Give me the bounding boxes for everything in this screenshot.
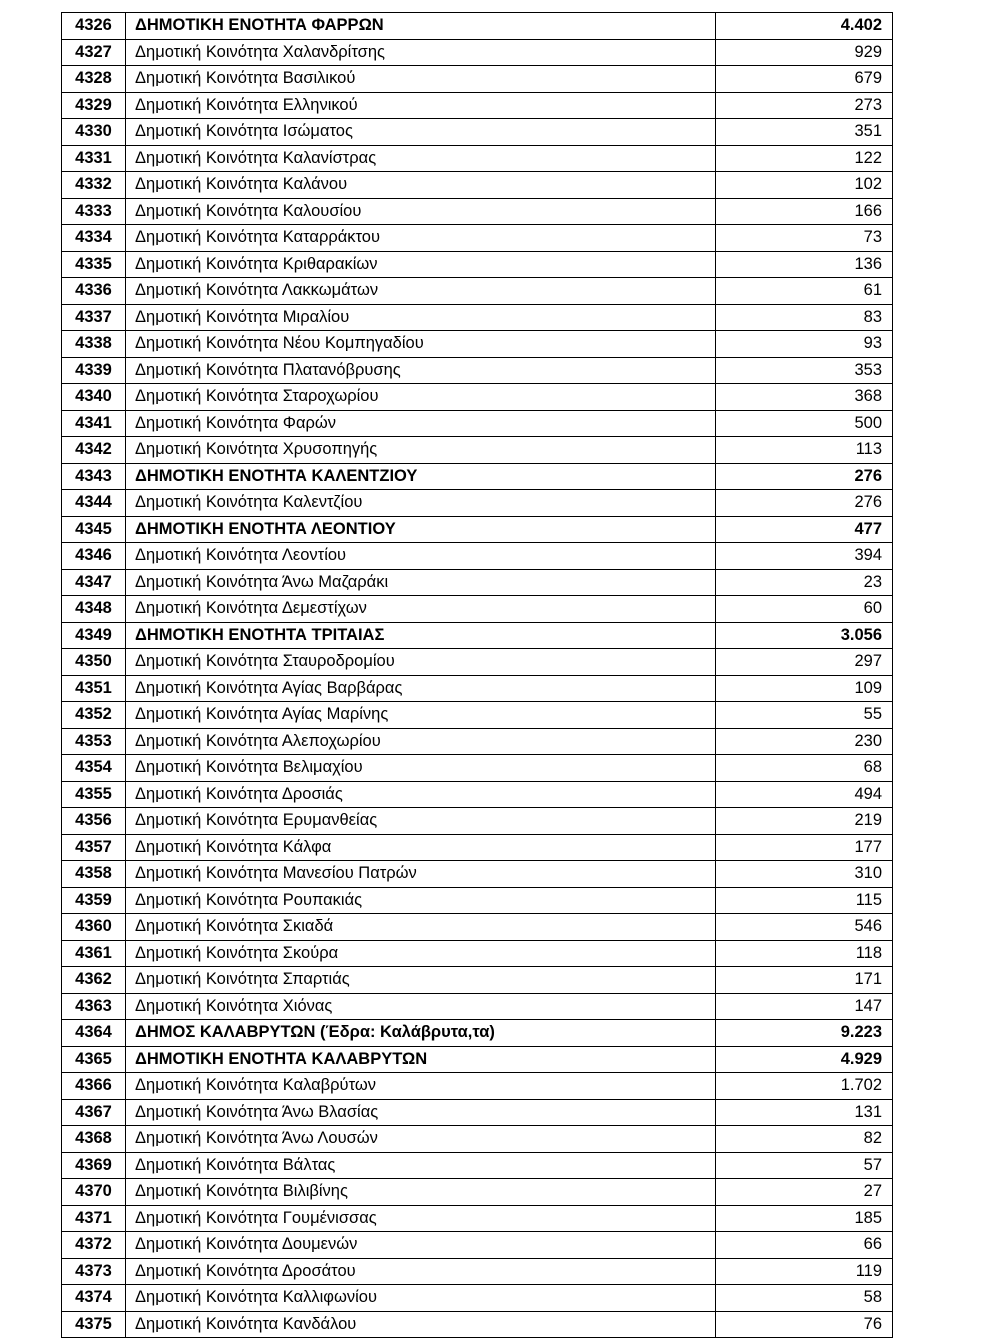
row-name: Δημοτική Κοινότητα Νέου Κομπηγαδίου xyxy=(126,331,716,358)
row-name: Δημοτική Κοινότητα Καλλιφωνίου xyxy=(126,1285,716,1312)
row-id: 4326 xyxy=(62,13,126,40)
table-row xyxy=(62,543,893,570)
row-id: 4343 xyxy=(62,463,126,490)
row-id: 4345 xyxy=(62,516,126,543)
row-value: 136 xyxy=(716,251,893,278)
row-name: Δημοτική Κοινότητα Κάλφα xyxy=(126,834,716,861)
table-row xyxy=(62,1285,893,1312)
row-name: Δημοτική Κοινότητα Σταυροδρομίου xyxy=(126,649,716,676)
table-row xyxy=(62,437,893,464)
row-name: Δημοτική Κοινότητα Κανδάλου xyxy=(126,1311,716,1338)
row-value: 546 xyxy=(716,914,893,941)
row-value: 353 xyxy=(716,357,893,384)
row-name: Δημοτική Κοινότητα Χρυσοπηγής xyxy=(126,437,716,464)
row-value: 166 xyxy=(716,198,893,225)
table-row xyxy=(62,1099,893,1126)
row-name: Δημοτική Κοινότητα Καλεντζίου xyxy=(126,490,716,517)
row-id: 4362 xyxy=(62,967,126,994)
population-table xyxy=(61,12,893,1338)
row-id: 4355 xyxy=(62,781,126,808)
row-id: 4347 xyxy=(62,569,126,596)
row-value: 60 xyxy=(716,596,893,623)
table-row xyxy=(62,225,893,252)
row-value: 118 xyxy=(716,940,893,967)
row-id: 4330 xyxy=(62,119,126,146)
table-row-heading xyxy=(62,1046,893,1073)
table-row xyxy=(62,1152,893,1179)
row-value: 177 xyxy=(716,834,893,861)
row-name: Δημοτική Κοινότητα Μανεσίου Πατρών xyxy=(126,861,716,888)
row-name: ΔΗΜΟΤΙΚΗ ΕΝΟΤΗΤΑ ΦΑΡΡΩΝ xyxy=(126,13,716,40)
row-name: Δημοτική Κοινότητα Σπαρτιάς xyxy=(126,967,716,994)
table-row xyxy=(62,119,893,146)
table-row xyxy=(62,1258,893,1285)
row-id: 4368 xyxy=(62,1126,126,1153)
row-value: 929 xyxy=(716,39,893,66)
row-id: 4360 xyxy=(62,914,126,941)
table-row xyxy=(62,649,893,676)
row-id: 4353 xyxy=(62,728,126,755)
row-name: Δημοτική Κοινότητα Άνω Βλασίας xyxy=(126,1099,716,1126)
table-row xyxy=(62,914,893,941)
row-value: 368 xyxy=(716,384,893,411)
row-id: 4332 xyxy=(62,172,126,199)
row-name: Δημοτική Κοινότητα Αγίας Βαρβάρας xyxy=(126,675,716,702)
row-id: 4348 xyxy=(62,596,126,623)
table-row xyxy=(62,384,893,411)
table-row xyxy=(62,357,893,384)
row-id: 4340 xyxy=(62,384,126,411)
row-value: 394 xyxy=(716,543,893,570)
row-name: Δημοτική Κοινότητα Βελιμαχίου xyxy=(126,755,716,782)
row-value: 3.056 xyxy=(716,622,893,649)
row-value: 219 xyxy=(716,808,893,835)
table-row xyxy=(62,66,893,93)
row-id: 4333 xyxy=(62,198,126,225)
row-name: Δημοτική Κοινότητα Δροσιάς xyxy=(126,781,716,808)
row-name: Δημοτική Κοινότητα Καλανίστρας xyxy=(126,145,716,172)
row-id: 4327 xyxy=(62,39,126,66)
row-id: 4365 xyxy=(62,1046,126,1073)
row-name: Δημοτική Κοινότητα Λακκωμάτων xyxy=(126,278,716,305)
table-body xyxy=(62,13,893,1338)
row-value: 9.223 xyxy=(716,1020,893,1047)
row-name: Δημοτική Κοινότητα Δροσάτου xyxy=(126,1258,716,1285)
table-row xyxy=(62,251,893,278)
row-value: 276 xyxy=(716,463,893,490)
row-name: Δημοτική Κοινότητα Σταροχωρίου xyxy=(126,384,716,411)
row-name: Δημοτική Κοινότητα Λεοντίου xyxy=(126,543,716,570)
row-id: 4354 xyxy=(62,755,126,782)
row-value: 58 xyxy=(716,1285,893,1312)
row-name: Δημοτική Κοινότητα Αγίας Μαρίνης xyxy=(126,702,716,729)
row-name: ΔΗΜΟΤΙΚΗ ΕΝΟΤΗΤΑ ΚΑΛΑΒΡΥΤΩΝ xyxy=(126,1046,716,1073)
table-row xyxy=(62,702,893,729)
row-name: Δημοτική Κοινότητα Χιόνας xyxy=(126,993,716,1020)
row-value: 230 xyxy=(716,728,893,755)
table-row xyxy=(62,1179,893,1206)
row-id: 4375 xyxy=(62,1311,126,1338)
table-row xyxy=(62,92,893,119)
row-value: 23 xyxy=(716,569,893,596)
table-row xyxy=(62,1232,893,1259)
row-id: 4358 xyxy=(62,861,126,888)
table-row xyxy=(62,1311,893,1338)
row-name: ΔΗΜΟΣ ΚΑΛΑΒΡΥΤΩΝ (Έδρα: Καλάβρυτα,τα) xyxy=(126,1020,716,1047)
row-id: 4356 xyxy=(62,808,126,835)
table-row xyxy=(62,940,893,967)
row-value: 61 xyxy=(716,278,893,305)
row-value: 310 xyxy=(716,861,893,888)
row-value: 76 xyxy=(716,1311,893,1338)
row-value: 273 xyxy=(716,92,893,119)
table-row xyxy=(62,145,893,172)
row-value: 679 xyxy=(716,66,893,93)
row-id: 4350 xyxy=(62,649,126,676)
table-row xyxy=(62,172,893,199)
row-id: 4357 xyxy=(62,834,126,861)
row-value: 276 xyxy=(716,490,893,517)
row-id: 4331 xyxy=(62,145,126,172)
row-name: Δημοτική Κοινότητα Μιραλίου xyxy=(126,304,716,331)
row-name: Δημοτική Κοινότητα Άνω Λουσών xyxy=(126,1126,716,1153)
row-name: Δημοτική Κοινότητα Βασιλικού xyxy=(126,66,716,93)
row-id: 4334 xyxy=(62,225,126,252)
row-id: 4349 xyxy=(62,622,126,649)
table-row xyxy=(62,1126,893,1153)
row-name: Δημοτική Κοινότητα Ρουπακιάς xyxy=(126,887,716,914)
table-row xyxy=(62,490,893,517)
row-value: 185 xyxy=(716,1205,893,1232)
row-id: 4335 xyxy=(62,251,126,278)
row-name: Δημοτική Κοινότητα Καλαβρύτων xyxy=(126,1073,716,1100)
table-row xyxy=(62,781,893,808)
row-id: 4363 xyxy=(62,993,126,1020)
row-value: 27 xyxy=(716,1179,893,1206)
row-name: Δημοτική Κοινότητα Καλουσίου xyxy=(126,198,716,225)
row-value: 57 xyxy=(716,1152,893,1179)
row-value: 500 xyxy=(716,410,893,437)
row-value: 1.702 xyxy=(716,1073,893,1100)
row-id: 4337 xyxy=(62,304,126,331)
row-id: 4351 xyxy=(62,675,126,702)
row-value: 55 xyxy=(716,702,893,729)
row-value: 102 xyxy=(716,172,893,199)
table-row xyxy=(62,39,893,66)
row-name: Δημοτική Κοινότητα Βάλτας xyxy=(126,1152,716,1179)
row-value: 477 xyxy=(716,516,893,543)
row-id: 4338 xyxy=(62,331,126,358)
row-name: Δημοτική Κοινότητα Ισώματος xyxy=(126,119,716,146)
row-id: 4366 xyxy=(62,1073,126,1100)
table-row xyxy=(62,304,893,331)
table-row xyxy=(62,596,893,623)
row-id: 4370 xyxy=(62,1179,126,1206)
row-value: 115 xyxy=(716,887,893,914)
row-id: 4373 xyxy=(62,1258,126,1285)
row-name: Δημοτική Κοινότητα Σκιαδά xyxy=(126,914,716,941)
table-row xyxy=(62,967,893,994)
row-id: 4374 xyxy=(62,1285,126,1312)
row-id: 4342 xyxy=(62,437,126,464)
row-name: Δημοτική Κοινότητα Καταρράκτου xyxy=(126,225,716,252)
table-row xyxy=(62,675,893,702)
table-row xyxy=(62,993,893,1020)
table-row-heading xyxy=(62,13,893,40)
row-id: 4344 xyxy=(62,490,126,517)
row-name: Δημοτική Κοινότητα Δουμενών xyxy=(126,1232,716,1259)
row-name: ΔΗΜΟΤΙΚΗ ΕΝΟΤΗΤΑ ΚΑΛΕΝΤΖΙΟΥ xyxy=(126,463,716,490)
row-name: Δημοτική Κοινότητα Άνω Μαζαράκι xyxy=(126,569,716,596)
row-name: Δημοτική Κοινότητα Φαρών xyxy=(126,410,716,437)
row-name: Δημοτική Κοινότητα Σκούρα xyxy=(126,940,716,967)
row-id: 4367 xyxy=(62,1099,126,1126)
row-id: 4364 xyxy=(62,1020,126,1047)
table-row-heading xyxy=(62,463,893,490)
row-value: 297 xyxy=(716,649,893,676)
row-name: Δημοτική Κοινότητα Ερυμανθείας xyxy=(126,808,716,835)
row-name: Δημοτική Κοινότητα Γουμένισσας xyxy=(126,1205,716,1232)
row-value: 68 xyxy=(716,755,893,782)
row-id: 4329 xyxy=(62,92,126,119)
row-value: 73 xyxy=(716,225,893,252)
row-name: Δημοτική Κοινότητα Πλατανόβρυσης xyxy=(126,357,716,384)
table-row xyxy=(62,1205,893,1232)
row-name: Δημοτική Κοινότητα Χαλανδρίτσης xyxy=(126,39,716,66)
table-row xyxy=(62,1073,893,1100)
table-row xyxy=(62,834,893,861)
row-id: 4328 xyxy=(62,66,126,93)
row-value: 66 xyxy=(716,1232,893,1259)
table-row xyxy=(62,887,893,914)
row-value: 147 xyxy=(716,993,893,1020)
row-id: 4341 xyxy=(62,410,126,437)
table-row xyxy=(62,569,893,596)
row-value: 122 xyxy=(716,145,893,172)
table-row xyxy=(62,410,893,437)
row-name: Δημοτική Κοινότητα Ελληνικού xyxy=(126,92,716,119)
row-name: Δημοτική Κοινότητα Βιλιβίνης xyxy=(126,1179,716,1206)
row-value: 4.929 xyxy=(716,1046,893,1073)
row-name: Δημοτική Κοινότητα Κριθαρακίων xyxy=(126,251,716,278)
table-row xyxy=(62,755,893,782)
table-row xyxy=(62,198,893,225)
row-id: 4359 xyxy=(62,887,126,914)
row-name: Δημοτική Κοινότητα Δεμεστίχων xyxy=(126,596,716,623)
row-id: 4369 xyxy=(62,1152,126,1179)
row-id: 4361 xyxy=(62,940,126,967)
row-value: 82 xyxy=(716,1126,893,1153)
row-value: 171 xyxy=(716,967,893,994)
row-id: 4371 xyxy=(62,1205,126,1232)
row-id: 4336 xyxy=(62,278,126,305)
row-id: 4339 xyxy=(62,357,126,384)
table-row xyxy=(62,861,893,888)
row-name: ΔΗΜΟΤΙΚΗ ΕΝΟΤΗΤΑ ΛΕΟΝΤΙΟΥ xyxy=(126,516,716,543)
table-row xyxy=(62,808,893,835)
row-value: 119 xyxy=(716,1258,893,1285)
row-value: 351 xyxy=(716,119,893,146)
table-row-heading xyxy=(62,622,893,649)
row-value: 93 xyxy=(716,331,893,358)
row-value: 494 xyxy=(716,781,893,808)
row-id: 4352 xyxy=(62,702,126,729)
table-row xyxy=(62,331,893,358)
table-row xyxy=(62,728,893,755)
table-row xyxy=(62,278,893,305)
row-name: Δημοτική Κοινότητα Καλάνου xyxy=(126,172,716,199)
table-row-heading xyxy=(62,516,893,543)
row-value: 109 xyxy=(716,675,893,702)
row-value: 113 xyxy=(716,437,893,464)
row-value: 4.402 xyxy=(716,13,893,40)
row-value: 83 xyxy=(716,304,893,331)
row-id: 4346 xyxy=(62,543,126,570)
row-name: ΔΗΜΟΤΙΚΗ ΕΝΟΤΗΤΑ ΤΡΙΤΑΙΑΣ xyxy=(126,622,716,649)
table-row-heading xyxy=(62,1020,893,1047)
row-name: Δημοτική Κοινότητα Αλεποχωρίου xyxy=(126,728,716,755)
row-value: 131 xyxy=(716,1099,893,1126)
row-id: 4372 xyxy=(62,1232,126,1259)
